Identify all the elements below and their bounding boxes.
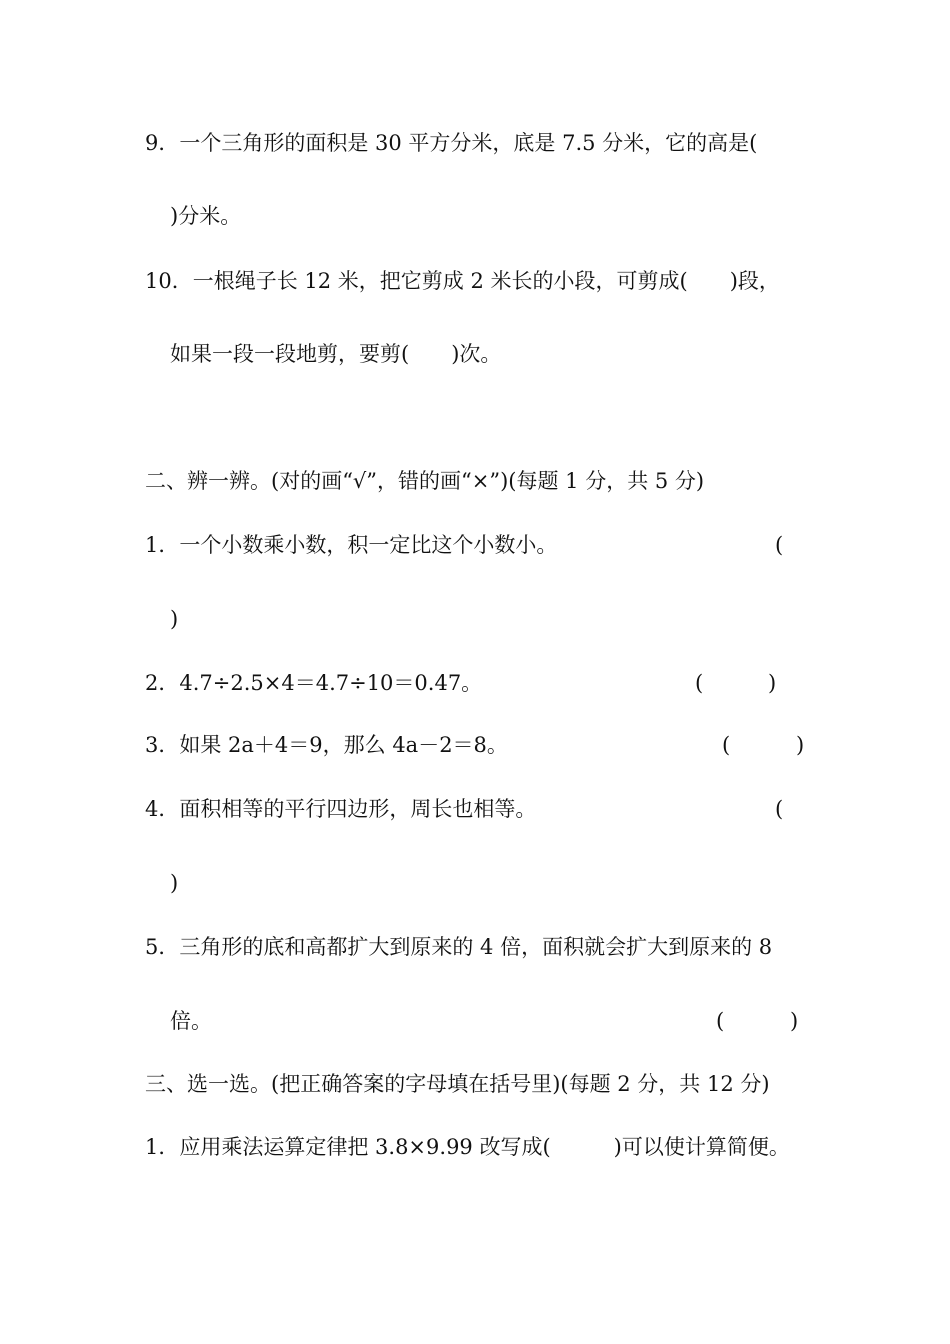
judge-item-1-close-paren: ) [170,607,179,631]
judge-item-2-open-paren: ( [695,671,704,695]
q9-line1: 9．一个三角形的面积是 30 平方分米，底是 7.5 分米，它的高是( [145,131,758,155]
judge-item-5-open-paren: ( [716,1009,725,1033]
judge-item-2-text: 2．4.7÷2.5×4＝4.7÷10＝0.47。 [145,671,483,695]
judge-item-5-continuation: 倍。 [170,1009,212,1033]
judge-item-5-close-paren: ) [790,1009,799,1033]
section2-heading: 二、辨一辨。(对的画“√”，错的画“×”)(每题 1 分，共 5 分) [145,469,705,493]
judge-item-4-text: 4．面积相等的平行四边形，周长也相等。 [145,797,537,821]
judge-item-3-close-paren: ) [796,733,805,757]
judge-item-3-open-paren: ( [722,733,731,757]
choice-item-1-text: 1．应用乘法运算定律把 3.8×9.99 改写成( )可以使计算简便。 [145,1135,790,1159]
judge-item-1-open-paren: ( [775,533,784,557]
judge-item-4-close-paren: ) [170,871,179,895]
judge-item-3-text: 3．如果 2a＋4＝9，那么 4a－2＝8。 [145,733,508,757]
section3-heading: 三、选一选。(把正确答案的字母填在括号里)(每题 2 分，共 12 分) [145,1072,770,1096]
judge-item-4-open-paren: ( [775,797,784,821]
q9-line2: )分米。 [170,204,242,228]
q10-line2: 如果一段一段地剪，要剪( )次。 [170,342,502,366]
judge-item-1-text: 1．一个小数乘小数，积一定比这个小数小。 [145,533,558,557]
judge-item-5-text: 5．三角形的底和高都扩大到原来的 4 倍，面积就会扩大到原来的 8 [145,935,773,959]
judge-item-2-close-paren: ) [768,671,777,695]
q10-line1: 10．一根绳子长 12 米，把它剪成 2 米长的小段，可剪成( )段， [145,269,780,293]
